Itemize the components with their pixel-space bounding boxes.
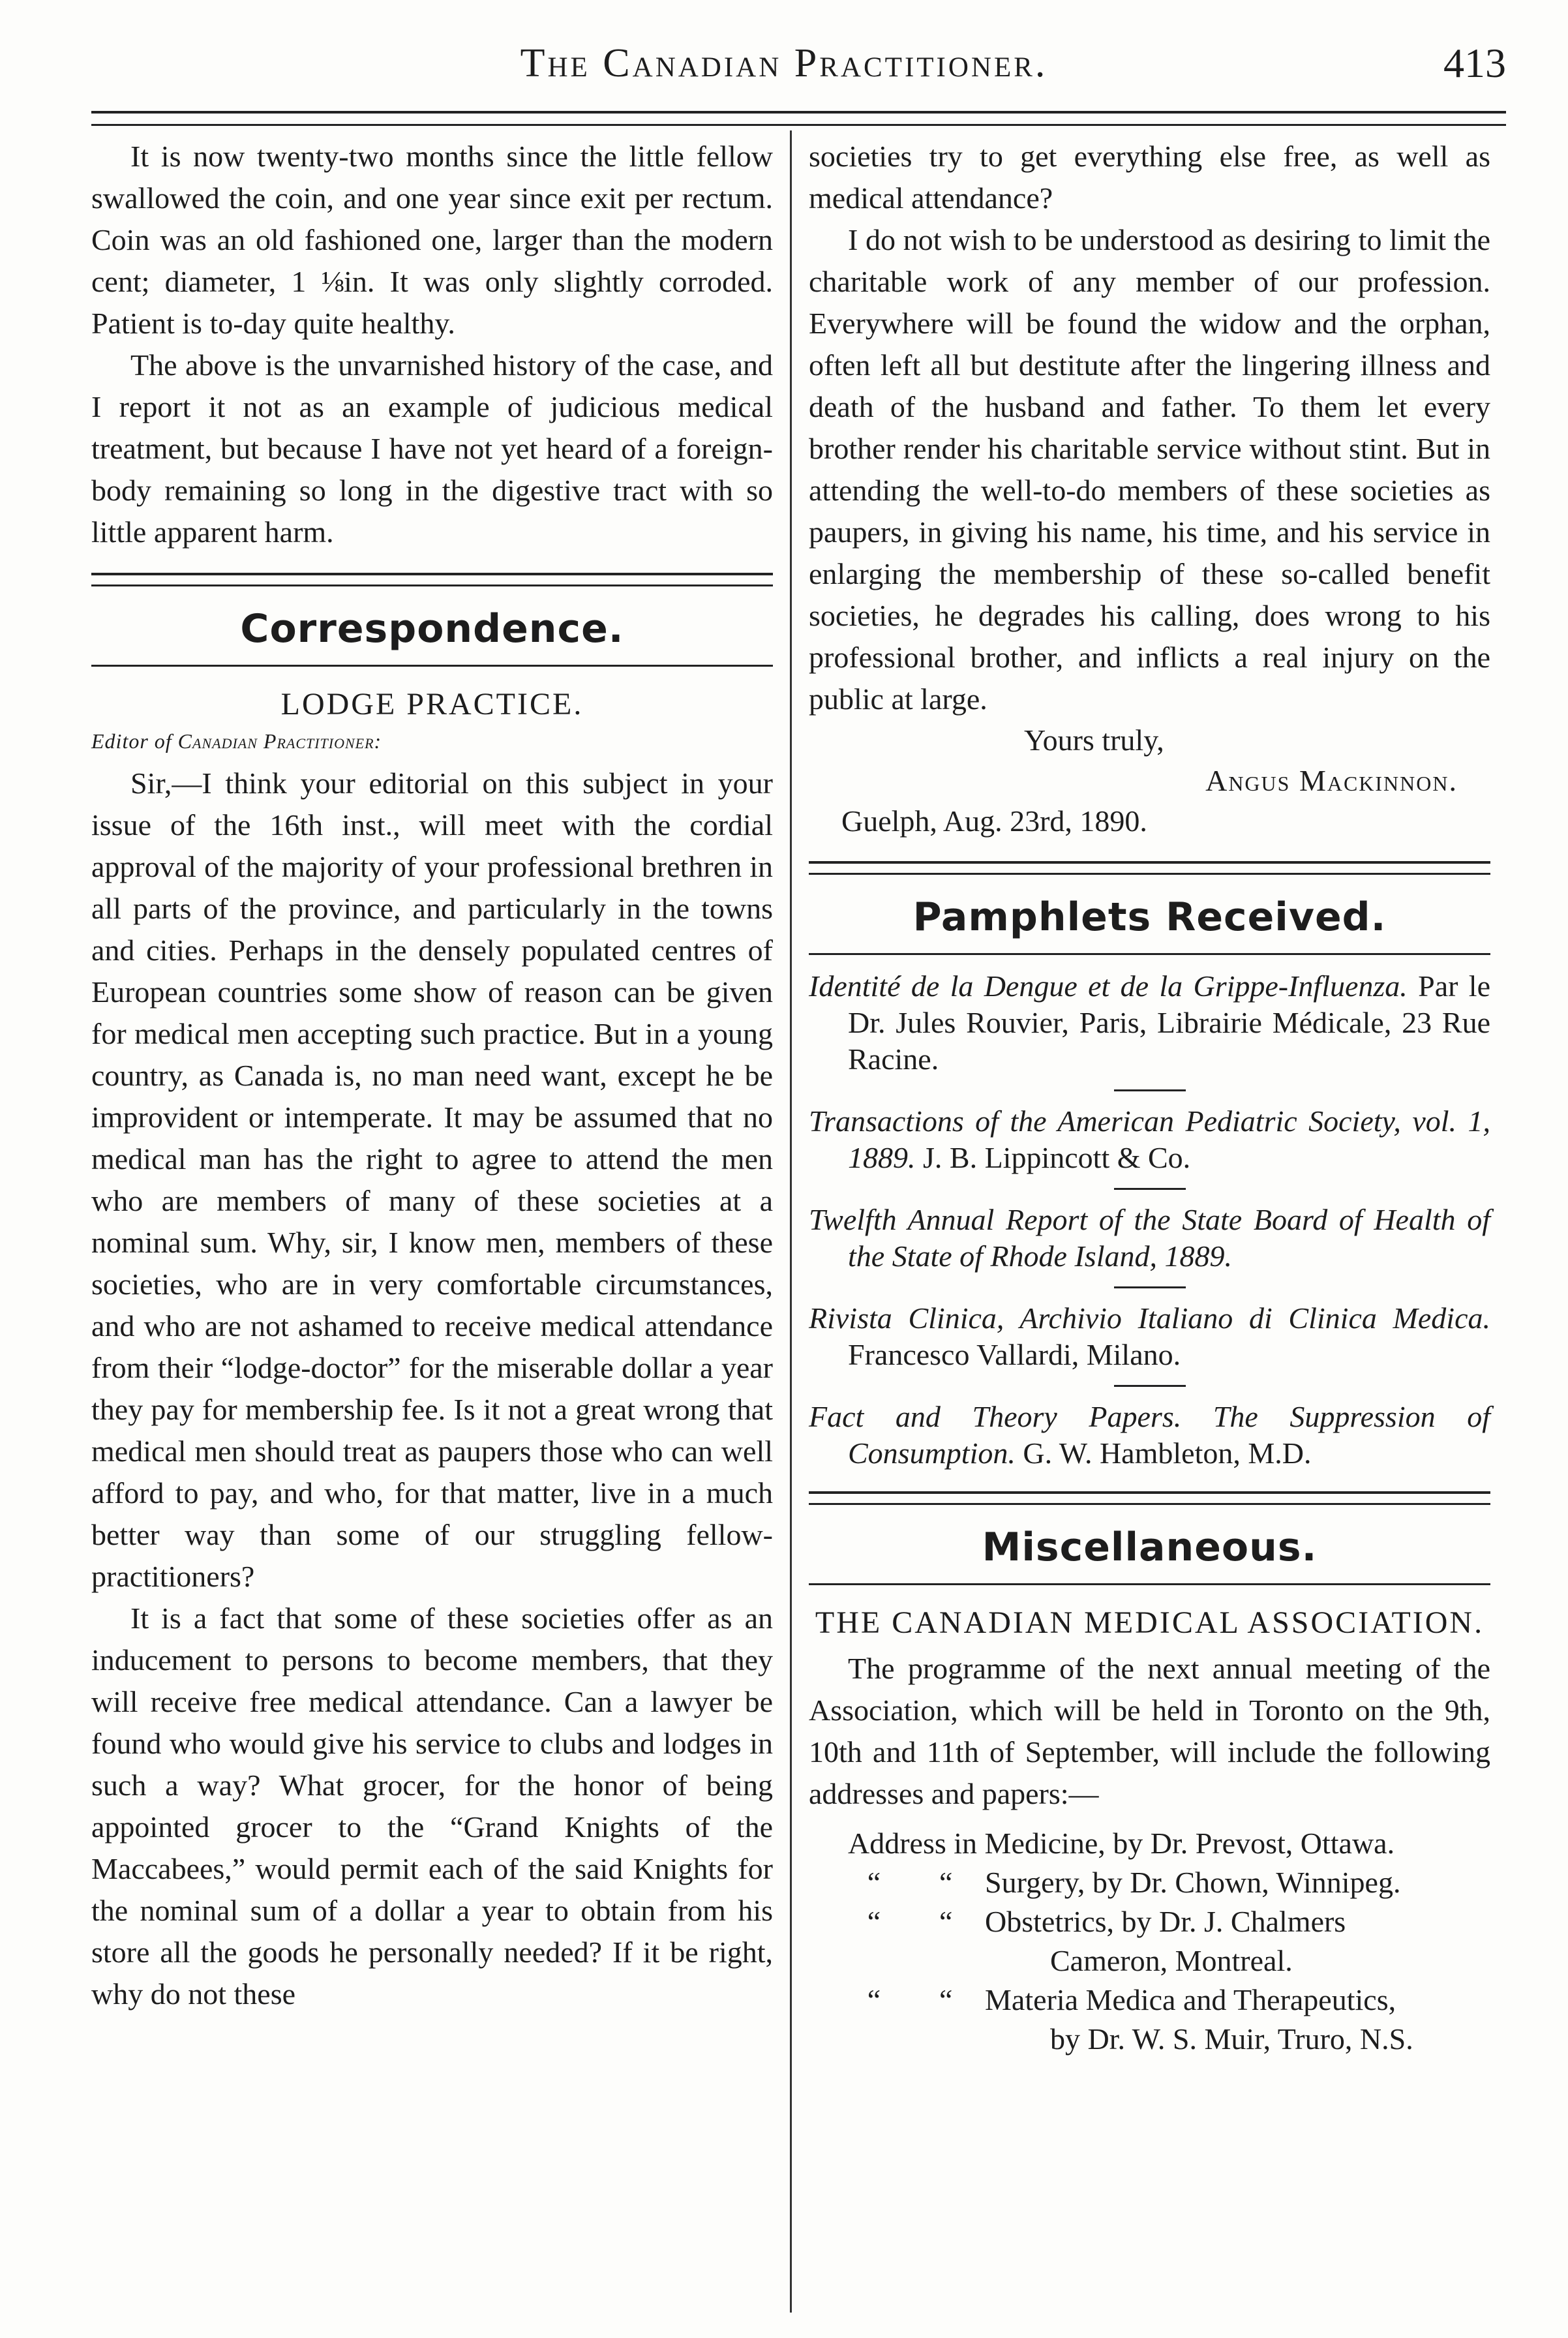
section-rule [91, 573, 773, 586]
program-item [809, 1981, 1490, 2020]
letter-paragraph: societies try to get everything else free, as well as medical attendance? [809, 140, 1490, 215]
letter-paragraph: I do not wish to be understood as desiring to limit the charitable work of any member of our profession. Everywhere will be found the widow and the orphan, often left all but destitute after the lingering illness and death of the husband and father. To them let every brother render his charitable service without stint. But in attending the well-to-do members of these societies as paupers, in giving his name, his time, and his service in enlarging the membership of these so-called benefit societies, he degrades his calling, does wrong to his professional brother, and inflicts a real injury on the public at large. [809, 223, 1490, 716]
letter-paragraph: It is a fact that some of these societies offer as an inducement to persons to become members, that they will receive free medical attendance. Can a lawyer be found who would give his service to clubs and lodges in such a way? What grocer, for the honor of being appointed grocer to the “Grand Knights of the Maccabees,” would permit each of the said Knights for the nominal sum of a dollar a year to obtain from his store all the goods he personally needed? If it be right, why do not these [91, 1602, 773, 2011]
cma-intro: The programme of the next annual meeting of the Association, which will be held in Toronto on the 9th, 10th and 11th of September, will include the following addresses and papers:— [809, 1652, 1490, 1810]
letter-paragraph: Sir,—I think your editorial on this subject in your issue of the 16th inst., will meet with the cordial approval of the majority of your professional brethren in all parts of the province, and particularly in the towns and cities. Perhaps in the densely populated centres of European countries some show of reason can be given for medical men accepting such practice. But in a young country, as Canada is, no man need want, except he be improvident or intemperate. It may be assumed that no medical man has the right to agree to attend the men who are members of many of these societies at a nominal sum. Why, sir, I know men, members of these societies, who are in very comfortable circumstances, and who are not ashamed to receive medical attendance from their “lodge-doctor” for the miserable dollar a year they pay for membership fee. Is it not a great wrong that medical men should treat as paupers those who can well afford to pay, and who, for that matter, live in a much better way than some of our struggling fellow-practitioners? [91, 767, 773, 1593]
signature: Angus Mackinnon. [1205, 764, 1458, 797]
entry-divider [1114, 1385, 1186, 1387]
heading-rule [809, 1583, 1490, 1585]
entry-divider [1114, 1286, 1186, 1288]
correspondence-heading: Correspondence. [240, 606, 624, 652]
program-item-text: Surgery, by Dr. Chown, Winnipeg. [985, 1866, 1401, 1899]
ditto-mark: “ [867, 1866, 881, 1899]
miscellaneous-heading: Miscellaneous. [982, 1525, 1318, 1570]
ditto-mark: “ [867, 1983, 881, 2016]
pamphlet-title: Fact and Theory Papers. The Suppression of Consumption. [809, 1400, 1490, 1470]
ditto-mark: “ [939, 1905, 953, 1938]
column-divider [790, 130, 792, 2313]
pamphlet-details: G. W. Hambleton, M.D. [1023, 1436, 1312, 1470]
pamphlet-entry [809, 1300, 1490, 1373]
pamphlet-title: Twelfth Annual Report of the State Board of Health of the State of Rhode Island, 1889. [809, 1203, 1490, 1273]
header-rule [91, 111, 1506, 126]
entry-divider [1114, 1188, 1186, 1190]
heading-rule [809, 953, 1490, 955]
lodge-practice-title: LODGE PRACTICE. [280, 687, 584, 721]
editor-line [91, 729, 773, 753]
program-item [809, 1863, 1490, 1902]
running-title: The Canadian Practitioner. [520, 41, 1048, 85]
editor-line-name: Canadian Practitioner: [177, 729, 382, 753]
section-rule [809, 861, 1490, 875]
right-column [809, 136, 1490, 2059]
pamphlet-details: Francesco Vallardi, Milano. [848, 1338, 1181, 1371]
cma-title: THE CANADIAN MEDICAL ASSOCIATION. [815, 1605, 1485, 1640]
section-rule [809, 1491, 1490, 1505]
program-list [809, 1824, 1490, 2059]
editor-line-prefix: Editor of [91, 729, 172, 753]
pamphlet-title: Transactions of the American Pediatric Society, vol. 1, 1889. [809, 1104, 1490, 1174]
left-column [91, 136, 773, 2015]
ditto-mark: “ [867, 1905, 881, 1938]
program-item-text: Address in Medicine, by Dr. Prevost, Ottawa. [848, 1827, 1395, 1860]
program-item [809, 1902, 1490, 1941]
pamphlet-entry [809, 1202, 1490, 1275]
closing-salutation: Yours truly, [1024, 723, 1164, 757]
ditto-mark: “ [939, 1866, 953, 1899]
pamphlet-title: Identité de la Dengue et de la Grippe-Influenza. [809, 969, 1408, 1003]
pamphlet-entry [809, 1103, 1490, 1176]
program-item [809, 1824, 1490, 1863]
ditto-mark: “ [939, 1983, 953, 2016]
page-number: 413 [1443, 40, 1506, 86]
pamphlet-details: J. B. Lippincott & Co. [923, 1141, 1191, 1174]
page-header [0, 34, 1568, 93]
program-item-text: Materia Medica and Therapeutics, [985, 1983, 1396, 2016]
program-item-continuation: Cameron, Montreal. [1050, 1944, 1293, 1977]
place-date: Guelph, Aug. 23rd, 1890. [841, 804, 1147, 838]
program-item-continuation: by Dr. W. S. Muir, Truro, N.S. [1050, 2022, 1413, 2056]
article-paragraph: The above is the unvarnished history of the case, and I report it not as an example of judicious medical treatment, but because I have not yet heard of a foreign-body remaining so long in the digestive tract with so little apparent harm. [91, 348, 773, 549]
pamphlets-heading: Pamphlets Received. [912, 894, 1387, 940]
pamphlet-entry [809, 968, 1490, 1078]
program-item-text: Obstetrics, by Dr. J. Chalmers [985, 1905, 1346, 1938]
pamphlet-title: Rivista Clinica, Archivio Italiano di Clinica Medica. [809, 1301, 1490, 1335]
heading-rule [91, 665, 773, 667]
pamphlet-entry [809, 1399, 1490, 1472]
entry-divider [1114, 1089, 1186, 1091]
pamphlet-details: Par le Dr. Jules Rouvier, Paris, Librairie Médicale, 23 Rue Racine. [848, 969, 1491, 1076]
letter-closing [809, 720, 1490, 842]
article-paragraph: It is now twenty-two months since the little fellow swallowed the coin, and one year since exit per rectum. Coin was an old fashioned one, larger than the modern cent; diameter, 1 ⅛in. It was only slightly corroded. Patient is to-day quite healthy. [91, 140, 773, 340]
